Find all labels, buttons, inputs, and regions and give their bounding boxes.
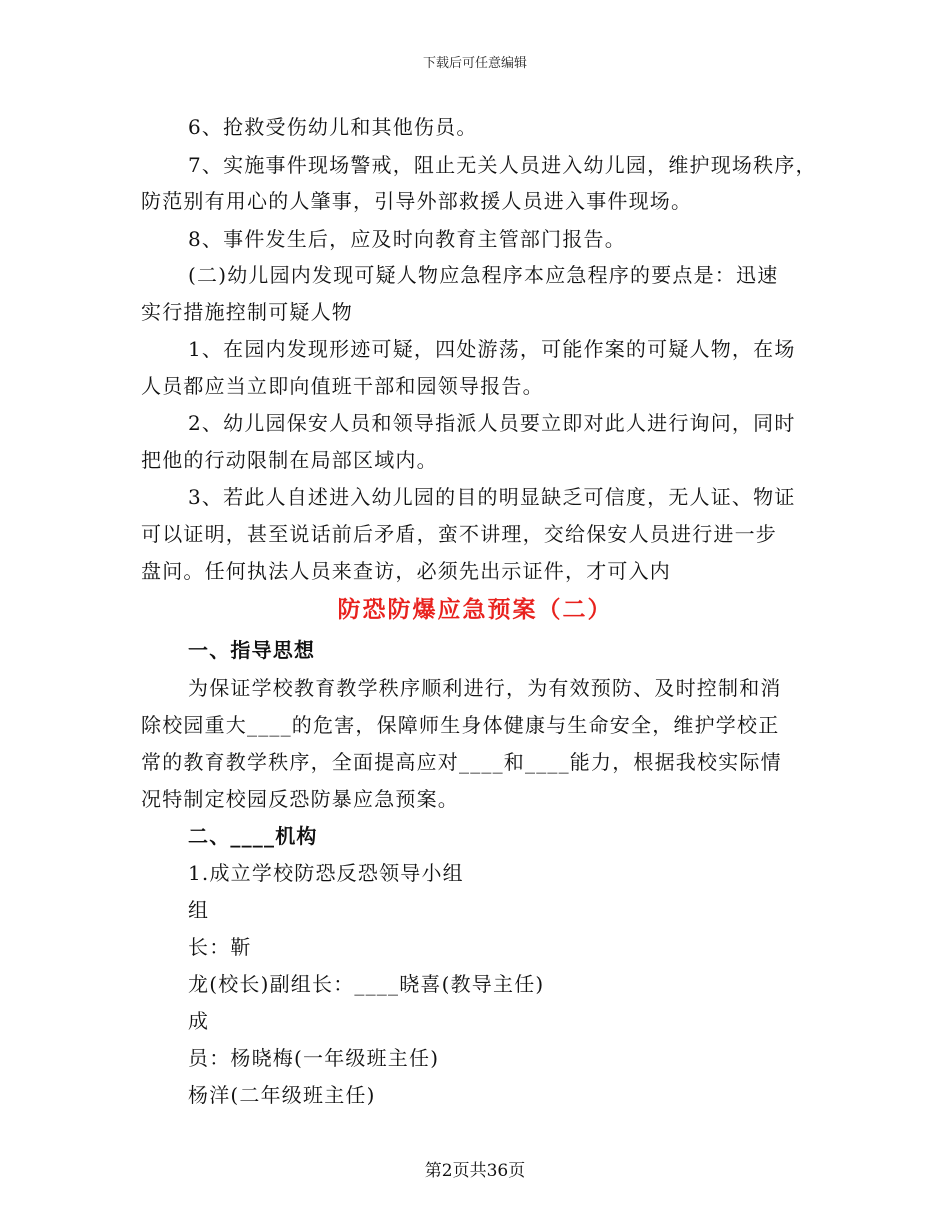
paragraph-line: (二)幼儿园内发现可疑人物应急程序本应急程序的要点是：迅速 [188,263,779,287]
paragraph-line: 除校园重大____的危害，保障师生身体健康与生命安全，维护学校正 [141,713,780,737]
paragraph-line: 盘问。任何执法人员来查访，必须先出示证件，才可入内 [141,559,671,583]
paragraph-line: 2、幼儿园保安人员和领导指派人员要立即对此人进行询问，同时 [188,411,796,435]
org-line: 员：杨晓梅(一年级班主任) [188,1046,440,1070]
heading-guiding-ideology: 一、指导思想 [188,638,316,662]
org-line: 龙(校长)副组长：____晓喜(教导主任) [188,972,545,996]
page-footer: 第2页共36页 [424,1161,526,1181]
paragraph-line: 可以证明，甚至说话前后矛盾，蛮不讲理，交给保安人员进行进一步 [141,522,777,546]
paragraph-line: 把他的行动限制在局部区域内。 [141,448,438,472]
org-line: 成 [188,1009,210,1033]
org-line: 1.成立学校防恐反恐领导小组 [188,861,464,885]
paragraph-line: 8、事件发生后，应及时向教育主管部门报告。 [188,227,626,251]
paragraph-line: 为保证学校教育教学秩序顺利进行，为有效预防、及时控制和消 [188,676,782,700]
paragraph-line: 7、实施事件现场警戒，阻止无关人员进入幼儿园，维护现场秩序， [188,153,817,177]
paragraph-line: 实行措施控制可疑人物 [141,300,353,324]
paragraph-line: 人员都应当立即向值班干部和园领导报告。 [141,374,544,398]
org-line: 杨洋(二年级班主任) [188,1083,376,1107]
page-header: 下载后可任意编辑 [422,56,527,71]
paragraph-line: 常的教育教学秩序，全面提高应对____和____能力，根据我校实际情 [141,750,782,774]
org-line: 组 [188,898,210,922]
paragraph-line: 况特制定校园反恐防暴应急预案。 [141,787,459,811]
paragraph-line: 1、在园内发现形迹可疑，四处游荡，可能作案的可疑人物，在场 [188,337,796,361]
heading-organization: 二、____机构 [188,824,318,848]
paragraph-line: 6、抢救受伤幼儿和其他伤员。 [188,115,478,139]
paragraph-line: 3、若此人自述进入幼儿园的目的明显缺乏可信度，无人证、物证 [188,485,796,509]
section-title: 防恐防爆应急预案（二） [337,596,613,623]
paragraph-line: 防范别有用心的人肇事，引导外部救援人员进入事件现场。 [141,189,693,213]
org-line: 长：靳 [188,935,252,959]
